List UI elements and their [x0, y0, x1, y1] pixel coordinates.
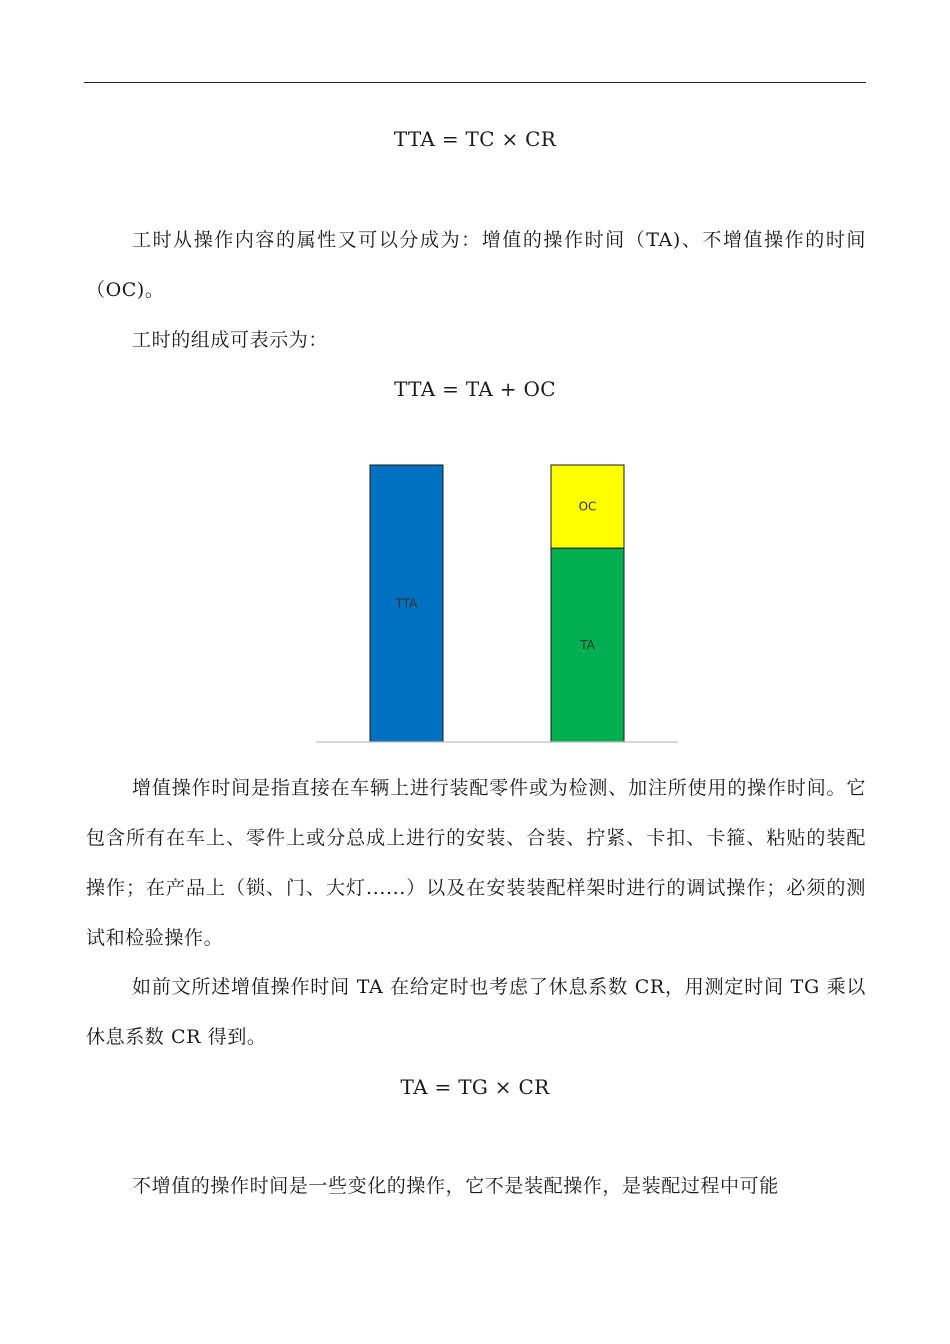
chart-svg	[300, 450, 700, 750]
paragraph-time-composition: 工时的组成可表示为：	[132, 329, 329, 351]
time-composition-chart	[300, 450, 700, 750]
paragraph-non-value-added-time: 不增值的操作时间是一些变化的操作，它不是装配操作，是装配过程中可能	[132, 1175, 779, 1197]
bar-label-oc: OC	[578, 499, 597, 514]
header-rule	[84, 82, 866, 83]
paragraph-ta-calculation: 如前文所述增值操作时间 TA 在给定时也考虑了休息系数 CR，用测定时间 TG 乘以休息系数 CR 得到。	[86, 976, 866, 1048]
equation-ta-tg-cr: TA = TG × CR	[400, 1075, 550, 1099]
paragraph-value-added-time: 增值操作时间是指直接在车辆上进行装配零件或为检测、加注所使用的操作时间。它包含所有在车上、零件上或分总成上进行的安装、合装、拧紧、卡扣、卡箍、粘贴的装配操作；在产品上（锁、门、大灯......）以及在安装装配样架时进行的调试操作；必须的测试和检验操作。	[86, 777, 866, 949]
equation-tta-ta-oc: TTA = TA + OC	[394, 377, 556, 401]
paragraph-time-classification: 工时从操作内容的属性又可以分成为：增值的操作时间（TA)、不增值操作的时间（OC)。	[86, 229, 866, 301]
bar-label-tta: TTA	[395, 596, 418, 611]
bar-label-ta: TA	[580, 638, 595, 653]
equation-tta-tc-cr: TTA = TC × CR	[393, 127, 557, 151]
